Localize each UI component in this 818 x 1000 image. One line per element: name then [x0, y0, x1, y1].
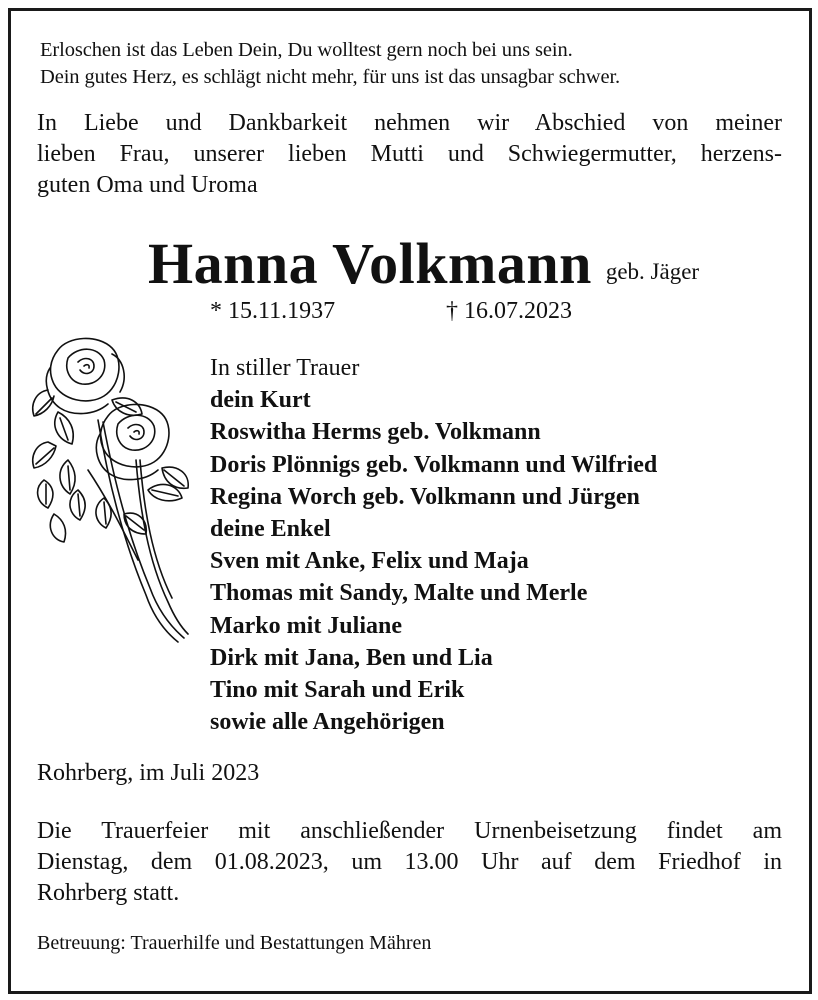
funeral-line: Dienstag, dem 01.08.2023, um 13.00 Uhr auf dem Friedhof in	[37, 849, 782, 875]
verse	[40, 37, 785, 91]
care-provider: Betreuung: Trauerhilfe und Bestattungen Mähren	[37, 932, 432, 954]
mourner-line: Sven mit Anke, Felix und Maja	[210, 548, 529, 575]
mourner-line: Thomas mit Sandy, Malte und Merle	[210, 580, 588, 607]
mourner-line: Tino mit Sarah und Erik	[210, 677, 465, 704]
place-date: Rohrberg, im Juli 2023	[37, 760, 260, 786]
mourner-line: dein Kurt	[210, 387, 311, 414]
birth-date: * 15.11.1937	[210, 298, 336, 324]
funeral-line: Rohrberg statt.	[37, 880, 180, 906]
verse-line: Erloschen ist das Leben Dein, Du wolltest gern noch bei uns sein.	[40, 39, 573, 61]
intro-line: In Liebe und Dankbarkeit nehmen wir Abschied von meiner	[37, 110, 782, 136]
mourner-line: deine Enkel	[210, 516, 331, 543]
mourners-list	[210, 352, 657, 738]
deceased-name-block	[148, 230, 699, 297]
intro-line: guten Oma und Uroma	[37, 172, 258, 198]
mourner-line: Regina Worch geb. Volkmann und Jürgen	[210, 483, 640, 510]
mourner-line: Doris Plönnigs geb. Volkmann und Wilfried	[210, 451, 658, 478]
funeral-line: Die Trauerfeier mit anschließender Urnenbeisetzung findet am	[37, 818, 782, 844]
mourner-line: Marko mit Juliane	[210, 612, 402, 639]
mourner-line: Dirk mit Jana, Ben und Lia	[210, 644, 493, 671]
funeral-info	[37, 816, 782, 909]
maiden-name: geb. Jäger	[605, 259, 700, 284]
death-date: † 16.07.2023	[446, 298, 572, 324]
intro-line: lieben Frau, unserer lieben Mutti und Schwiegermutter, herzens-	[37, 141, 782, 167]
mourners-heading: In stiller Trauer	[210, 355, 360, 381]
roses-illustration	[28, 330, 198, 650]
mourner-line: Roswitha Herms geb. Volkmann	[210, 419, 541, 446]
mourner-line: sowie alle Angehörigen	[210, 709, 445, 736]
intro-text	[37, 108, 782, 201]
verse-line: Dein gutes Herz, es schlägt nicht mehr, für uns ist das unsagbar schwer.	[40, 66, 621, 88]
deceased-name: Hanna Volkmann	[148, 231, 592, 296]
